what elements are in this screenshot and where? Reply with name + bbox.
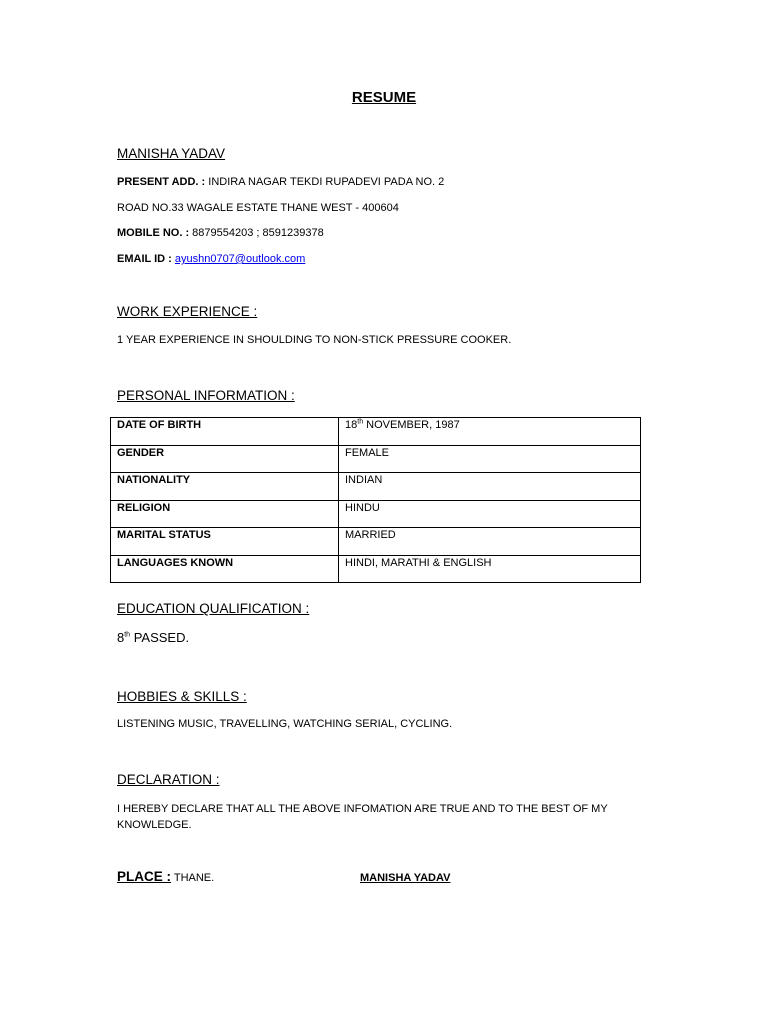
place-line bbox=[117, 869, 214, 884]
place-value: THANE. bbox=[173, 872, 215, 884]
declaration-heading: DECLARATION : bbox=[117, 772, 220, 787]
row-value: INDIAN bbox=[339, 473, 641, 501]
personal-info-table bbox=[110, 417, 641, 583]
table-row bbox=[111, 418, 641, 446]
present-address-label: PRESENT ADD. : bbox=[117, 176, 206, 188]
present-address-line-2: ROAD NO.33 WAGALE ESTATE THANE WEST - 400604 bbox=[117, 202, 399, 214]
row-value: HINDU bbox=[339, 500, 641, 528]
email-link[interactable]: ayushn0707@outlook.com bbox=[174, 253, 306, 265]
row-key: DATE OF BIRTH bbox=[111, 418, 339, 446]
email-line bbox=[117, 253, 305, 265]
present-address-value: INDIRA NAGAR TEKDI RUPADEVI PADA NO. 2 bbox=[208, 176, 445, 188]
mobile-line bbox=[117, 227, 324, 239]
table-row bbox=[111, 555, 641, 583]
work-experience-text: 1 YEAR EXPERIENCE IN SHOULDING TO NON-STICK PRESSURE COOKER. bbox=[117, 334, 512, 346]
present-address-line-1 bbox=[117, 176, 444, 188]
work-experience-heading: WORK EXPERIENCE : bbox=[117, 304, 258, 319]
personal-information-heading: PERSONAL INFORMATION : bbox=[117, 388, 295, 403]
row-key: NATIONALITY bbox=[111, 473, 339, 501]
table-row bbox=[111, 528, 641, 556]
row-key: GENDER bbox=[111, 445, 339, 473]
row-key: LANGUAGES KNOWN bbox=[111, 555, 339, 583]
row-value: HINDI, MARATHI & ENGLISH bbox=[339, 555, 641, 583]
table-row bbox=[111, 445, 641, 473]
row-value: FEMALE bbox=[339, 445, 641, 473]
row-key: MARITAL STATUS bbox=[111, 528, 339, 556]
hobbies-text: LISTENING MUSIC, TRAVELLING, WATCHING SERIAL, CYCLING. bbox=[117, 718, 453, 730]
table-row bbox=[111, 500, 641, 528]
row-value: MARRIED bbox=[339, 528, 641, 556]
place-label: PLACE : bbox=[117, 869, 171, 884]
table-row bbox=[111, 473, 641, 501]
signature-name: MANISHA YADAV bbox=[360, 872, 451, 884]
mobile-label: MOBILE NO. : bbox=[117, 227, 190, 239]
page-title: RESUME bbox=[351, 89, 417, 106]
mobile-value: 8879554203 ; 8591239378 bbox=[192, 227, 324, 239]
candidate-name: MANISHA YADAV bbox=[117, 146, 226, 161]
row-key: RELIGION bbox=[111, 500, 339, 528]
declaration-text: I HEREBY DECLARE THAT ALL THE ABOVE INFOMATION ARE TRUE AND TO THE BEST OF MY KNOWLEDGE. bbox=[117, 803, 608, 831]
education-text: 8th PASSED. bbox=[117, 630, 190, 645]
hobbies-heading: HOBBIES & SKILLS : bbox=[117, 689, 247, 704]
row-value: 18th NOVEMBER, 1987 bbox=[339, 418, 641, 446]
email-label: EMAIL ID : bbox=[117, 253, 172, 265]
education-heading: EDUCATION QUALIFICATION : bbox=[117, 601, 310, 616]
